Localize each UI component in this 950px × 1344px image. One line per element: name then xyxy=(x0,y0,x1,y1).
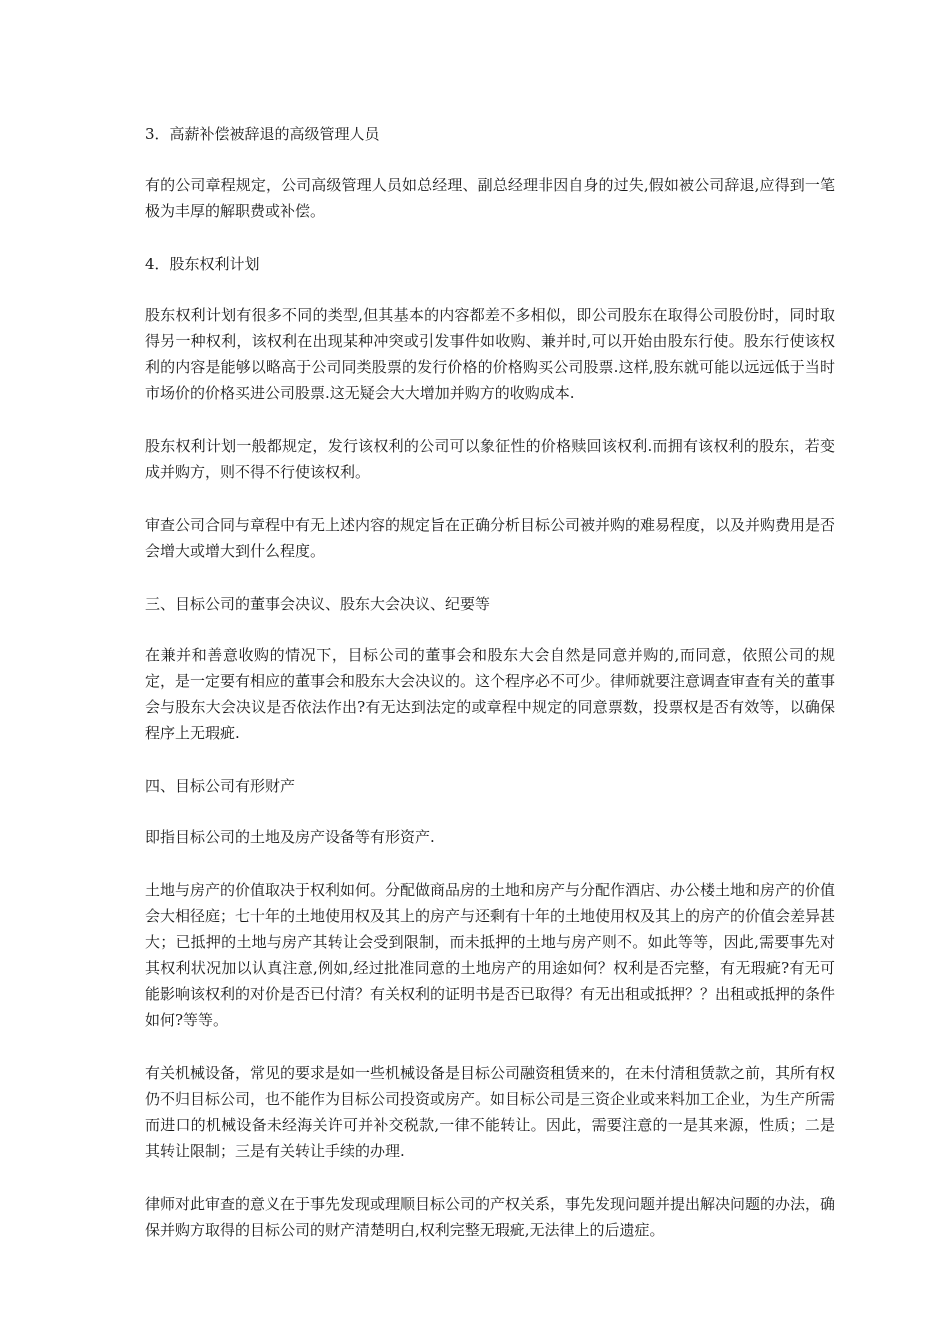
paragraph-review-purpose: 审查公司合同与章程中有无上述内容的规定旨在正确分析目标公司被并购的难易程度，以及并购费用是否会增大或增大到什么程度。 xyxy=(145,516,836,560)
paragraph-tangible-assets-definition: 即指目标公司的土地及房产设备等有形资产. xyxy=(145,828,435,846)
section-heading-high-compensation: 3．高薪补偿被辞退的高级管理人员 xyxy=(145,125,380,143)
paragraph-land-property: 土地与房产的价值取决于权利如何。分配做商品房的土地和房产与分配作酒店、办公楼土地和房产的价值会大相径庭；七十年的土地使用权及其上的房产与还剩有十年的土地使用权及其上的房产的价值会差异甚大；已抵押的土地与房产其转让会受到限制，而未抵押的土地与房产则不。如此等等，因此,需要事先对其权利状况加以认真注意,例如,经过批准同意的土地房产的用途如何？权利是否完整，有无瑕疵?有无可能影响该权利的对价是否已付清？有关权利的证明书是否已取得？有无出租或抵押？？出租或抵押的条件如何?等等。 xyxy=(145,881,836,1029)
document-body xyxy=(145,121,835,1270)
section-heading-board-resolutions: 三、目标公司的董事会决议、股东大会决议、纪要等 xyxy=(145,595,491,613)
paragraph-rights-plan-redemption: 股东权利计划一般都规定，发行该权利的公司可以象征性的价格赎回该权利.而拥有该权利的股东，若变成并购方，则不得不行使该权利。 xyxy=(145,437,835,481)
paragraph-rights-plan-types: 股东权利计划有很多不同的类型,但其基本的内容都差不多相似，即公司股东在取得公司股份时，同时取得另一种权利，该权利在出现某种冲突或引发事件如收购、兼并时,可以开始由股东行使。股东行使该权利的内容是能够以略高于公司同类股票的发行价格的价格购买公司股票.这样,股东就可能以远远低于当时市场价的价格买进公司股票.这无疑会大大增加并购方的收购成本. xyxy=(145,306,835,402)
section-heading-tangible-assets: 四、目标公司有形财产 xyxy=(145,777,296,795)
paragraph-severance: 有的公司章程规定，公司高级管理人员如总经理、副总经理非因自身的过失,假如被公司辞退,应得到一笔极为丰厚的解职费或补偿。 xyxy=(145,176,835,220)
paragraph-review-significance: 律师对此审查的意义在于事先发现或理顺目标公司的产权关系，事先发现问题并提出解决问题的办法，确保并购方取得的目标公司的财产清楚明白,权利完整无瑕疵,无法律上的后遗症。 xyxy=(145,1195,836,1239)
paragraph-board-resolutions: 在兼并和善意收购的情况下，目标公司的董事会和股东大会自然是同意并购的,而同意，依照公司的规定，是一定要有相应的董事会和股东大会决议的。这个程序必不可少。律师就要注意调查审查有关的董事会与股东大会决议是否依法作出?有无达到法定的或章程中规定的同意票数，投票权是否有效等，以确保程序上无瑕疵. xyxy=(145,646,836,742)
section-heading-shareholder-rights-plan: 4．股东权利计划 xyxy=(145,255,260,273)
paragraph-machinery: 有关机械设备，常见的要求是如一些机械设备是目标公司融资租赁来的，在未付清租赁款之前，其所有权仍不归目标公司，也不能作为目标公司投资或房产。如目标公司是三资企业或来料加工企业，为生产所需而进口的机械设备未经海关许可并补交税款,一律不能转让。因此，需要注意的一是其来源，性质；二是其转让限制；三是有关转让手续的办理. xyxy=(145,1064,836,1160)
